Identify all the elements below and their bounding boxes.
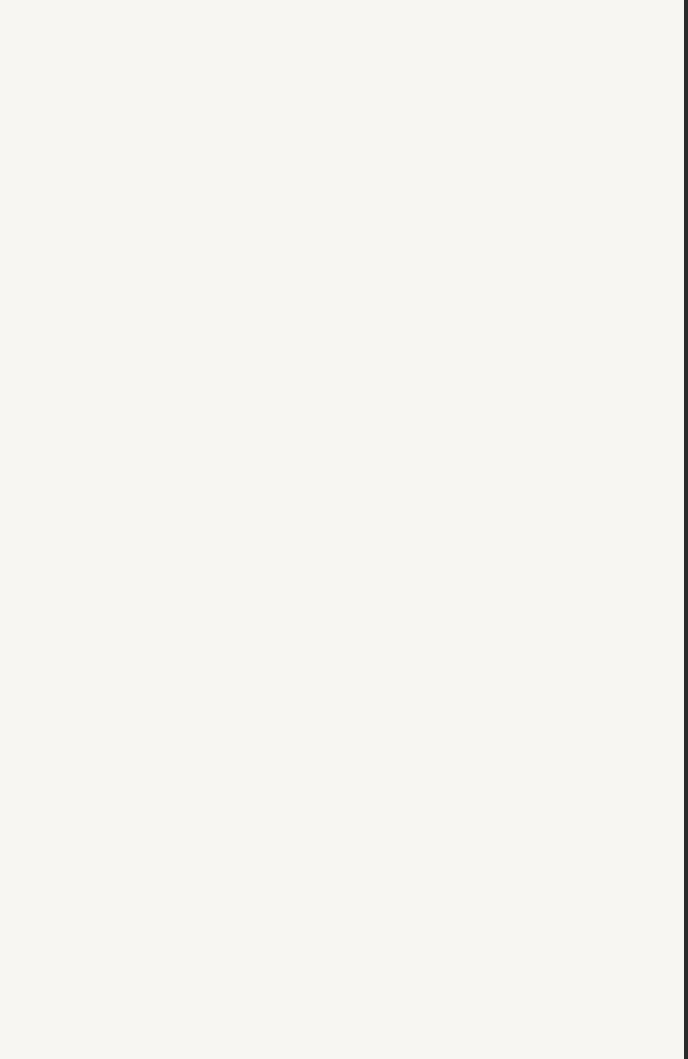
page-content <box>65 130 573 148</box>
page-edge-shadow <box>684 0 688 1059</box>
